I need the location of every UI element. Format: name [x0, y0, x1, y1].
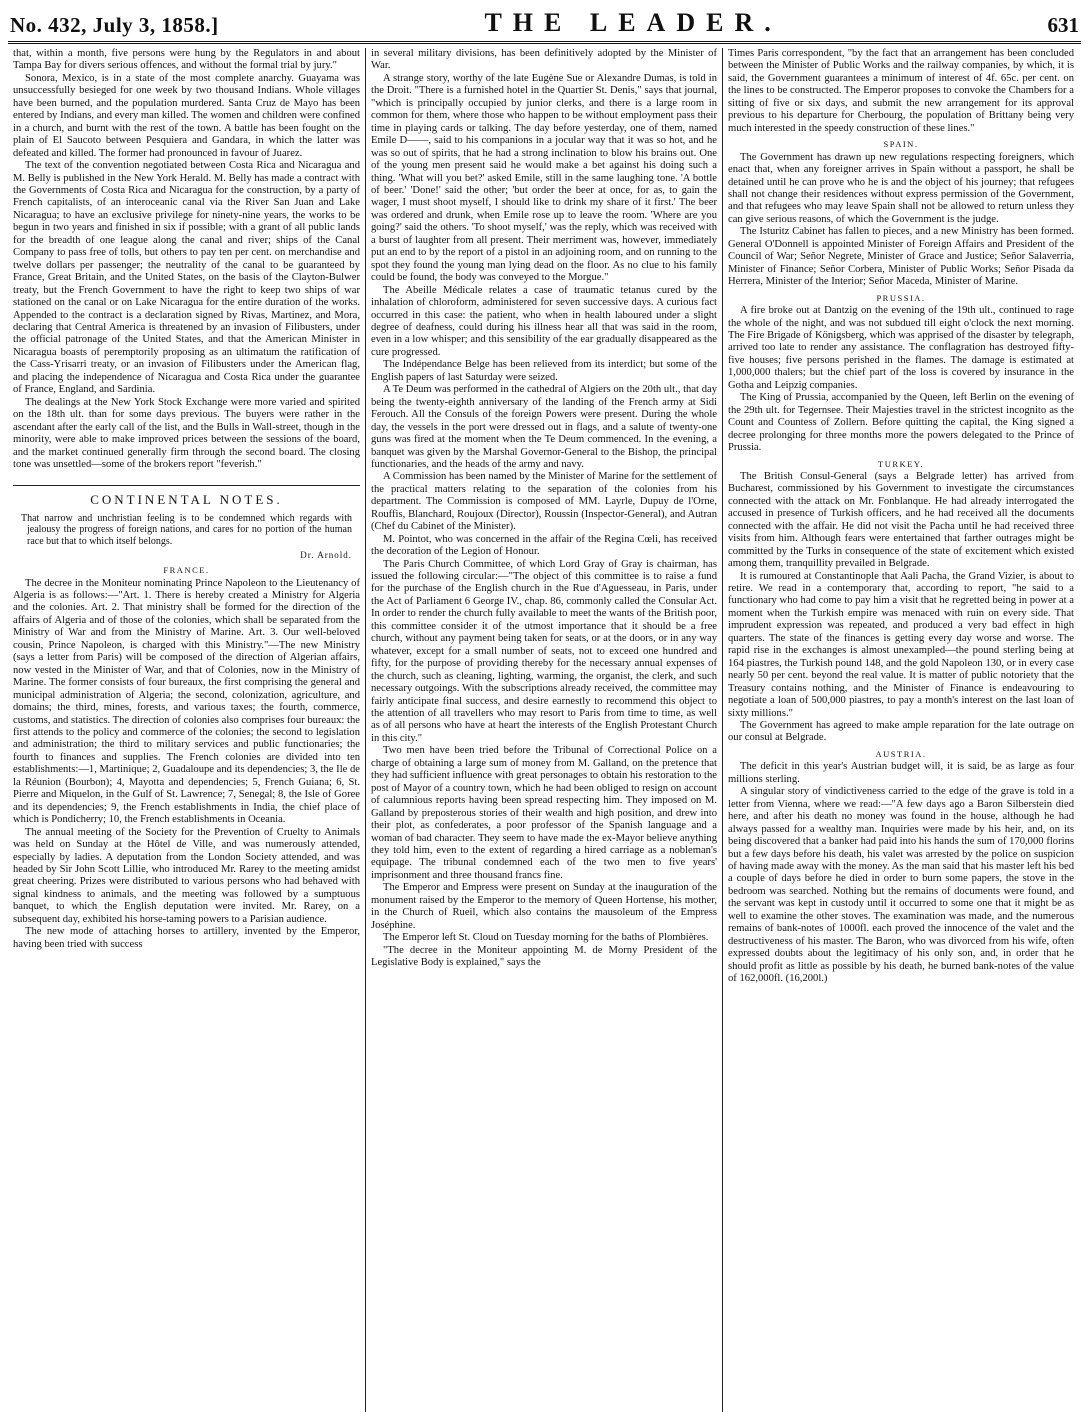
section-title: CONTINENTAL NOTES.: [13, 485, 360, 506]
subhead-turkey: TURKEY.: [878, 458, 924, 469]
column-2: [365, 48, 722, 1412]
article-paragraph: A singular story of vindictiveness carried to the edge of the grave is told in a letter from Vienna, where we read:—"A few days ago a Baron Silberstein died here, and after his death no money was found in the house, although he had always passed for a wealthy man. Inquiries were made by his heir, and, on its being discovered that a banker had paid into his hands the sum of 170,000 florins but a few days before his death, his valet was arrested by the police on suspicion of having made away with the money. As the man said that his master left his bed a couple of days before he died in order to burn some papers, the stove in the bedroom was searched. Nothing but the remains of documents were found, and the servant was kept in custody until it occurred to some one that it might be as well to examine the other stoves. The examination was made, and the numerous remains of bank-notes of 1000fl. each proved the innocence of the valet and the destructiveness of his master. The Baron, who was divorced from his wife, often expressed doubts about the legitimacy of his only son, and, in order that he should profit as little as possible by his death, he burned bank-notes of the value of 162,000fl. (16,200l.): [728, 786, 1074, 985]
article-paragraph: It is rumoured at Constantinople that Aali Pacha, the Grand Vizier, is about to retire. We read in a contemporary that, according to report, "he said to a functionary who had come to pay him a visit that he regretted being in power at a moment when the Turkish empire was menaced with ruin on every side. That imprudent expression was repeated, and produced a very bad effect in high quarters. The state of the finances is getting every day worse and worse. The rapid rise in the exchanges is almost unexampled—the pound sterling being at 164 piastres, the Turkish pound 148, and the gold Napoleon 130, or in every case nearly 50 per cent. beyond the real value. It is matter of public notoriety that the Treasury contains nothing, and the Minister of Finance is endeavouring to negotiate a loan of 500,000 piastres, to pay a month's interest on the last loan of sixty millions.": [728, 570, 1074, 719]
article-paragraph: The text of the convention negotiated between Costa Rica and Nicaragua and M. Belly is published in the New York Herald. M. Belly has made a contract with the Governments of Costa Rica and Nicaragua for the construction, by a party of French capitalists, of an interoceanic canal via the River San Juan and Lake Nicaragua; to have an exclusive privilege for ninety-nine years, the works to be begun in two years and finished in six if possible; with a grant of all public lands for the breadth of one league along the canal and river; ships of the Canal Company to pass free of tolls, but others to pay ten per cent. on merchandise and twelve dollars per passenger; the neutrality of the canal to be guaranteed by France, Great Britain, and the United States, on the basis of the Clayton-Bulwer treaty, but the French Government to have the right to keep two ships of war stationed on the canal or on Lake Nicaragua for the entire duration of the works. Appended to the contract is a declaration signed by Rivas, Martinez, and Mora, declaring that Central America is threatened by an invasion of Filibusters, under the official patronage of the United States, and that the American Minister in Nicaragua boasts of peremptorily proposing as an ultimatum the ratification of the Cass-Yrisarri treaty, or an invasion of Filibusters under the American flag, and placing the independence of Nicaragua and Costa Rica under the guarantee of France, England, and Sardinia.: [13, 160, 360, 396]
column-3: [722, 48, 1079, 1412]
article-paragraph: M. Pointot, who was concerned in the affair of the Regina Cœli, has received the decoration of the Legion of Honour.: [371, 533, 717, 558]
column-1: [8, 48, 365, 1412]
article-paragraph: The new mode of attaching horses to artillery, invented by the Emperor, having been tried with success: [13, 926, 360, 950]
article-paragraph: Sonora, Mexico, is in a state of the most complete anarchy. Guayama was unsuccessfully besieged for one week by two thousand Indians. Whole villages have been burned, and the population murdered. Santa Cruz de Mayo has been entered by Indians, and every man killed. The women and children were confined in a church, and burnt with the rest of the town. A battle has been fought on the plain of El Saucoto between Pesquiera and Gandara, in which the latter was defeated and killed. The former had pronounced in favour of Juarez.: [13, 72, 360, 159]
columns: [8, 48, 1081, 1412]
article-paragraph: A Te Deum was performed in the cathedral of Algiers on the 20th ult., that day being the twenty-eighth anniversary of the landing of the French army at Sidi Ferouch. All the Consuls of the foreign Powers were present. During the whole day, the vessels in the port were dressed out in flags, and a salute of twenty-one guns was fired at the moment when the Te Deum commenced. In the evening, a banquet was given by the Marshal Governor-General to the Bishop, the principal functionaries, and the heads of the army and navy.: [371, 384, 717, 470]
masthead: [8, 8, 1081, 44]
article-paragraph: The Paris Church Committee, of which Lord Gray of Gray is chairman, has issued the following circular:—"The object of this committee is to raise a fund for the purchase of the English church in the Rue d'Aguesseau, in Paris, under the Act of Parliament 6 George IV., chap. 86, commonly called the Consular Act. In order to render the church fully available to meet the wants of the British poor, this committee consider it of the utmost importance that it should be a free church, without any payment being taken for seats, or at the doors, or in any way whatever, except for a small number of seats, not to exceed one hundred and fifty, for the purpose of providing thereby for the necessary annual expenses of the church, such as cleaning, lighting, warming, the organist, the clerk, and such necessary outgoings. With the subscriptions already received, the committee may fairly anticipate final success, and desire earnestly to recommend this object to the attention of all travellers who may resort to Paris from time to time, as well as of all persons who have at heart the interests of the English Protestant Church in this city.": [371, 558, 717, 744]
subhead-spain: SPAIN.: [883, 139, 919, 150]
article-paragraph: A strange story, worthy of the late Eugène Sue or Alexandre Dumas, is told in the Droit. "There is a furnished hotel in the Quartier St. Denis," says that journal, "which is principally occupied by junior clerks, and there is a large room in common for them, where those who happen to be without employment pass their time in playing cards or talking. The day before yesterday, one of them, named Emile D——, said to his companions in a jocular way that it was so hot, and he was so out of spirits, that he had a strong inclination to blow his brains out. One of the young men present said he would make a bet against his doing such a thing. 'What will you bet?' asked Emile, still in the same laughing tone. 'A bottle of beer.' 'Done!' said the other; 'but order the beer at once, for as, to gain the wager, I must shoot myself, I should like to drink my share of it first.' The beer was ordered and drunk, when Emile rose up to leave the room. 'Where are you going?' said the others. 'To shoot myself,' was the reply, which was received with a burst of laughter from all present. Their merriment was, however, immediately put an end to by the report of a pistol in an adjoining room, and on running to the spot they found the young man lying dead on the floor. As no clue to his family could be found, the body was conveyed to the Morgue.": [371, 72, 717, 284]
subhead-prussia: PRUSSIA.: [876, 292, 926, 303]
article-paragraph: The Indépendance Belge has been relieved from its interdict; but some of the English papers of last Saturday were seized.: [371, 359, 717, 383]
article-paragraph: The deficit in this year's Austrian budget will, it is said, be as large as four millions sterling.: [728, 761, 1074, 785]
newspaper-title: THE LEADER.: [484, 8, 782, 37]
article-paragraph: that, within a month, five persons were hung by the Regulators in and about Tampa Bay for divers serious offences, and without the formal trial by jury.": [13, 48, 360, 72]
article-paragraph: The dealings at the New York Stock Exchange were more varied and spirited on the 18th ult. than for some days previous. The buyers were rather in the ascendant after the early call of the list, and the Bulls in Wall-street, though in the minority, were able to make improved prices between the sessions of the board, and the market continued generally firm through the second board. The closing tone was unsettled—some of the brokers report "feverish.": [13, 396, 360, 470]
article-paragraph: Times Paris correspondent, "by the fact that an arrangement has been concluded between the Minister of Public Works and the railway companies, by which, it is said, the Government guarantees a minimum of interest of 4f. 65c. per cent. on the lines to be constructed. The Emperor proposes to convoke the Chambers for a sitting of five or six days, and submit the new arrangement for its approval previous to his departure for Cherbourg, the population of Brittany being very much interested in the speedy construction of these lines.": [728, 48, 1074, 134]
article-paragraph: The Abeille Médicale relates a case of traumatic tetanus cured by the inhalation of chloroform, administered for seven successive days. A curious fact occurred in this case: the patient, who when in health laboured under a slight degree of deafness, could during his illness hear all that was said in the room, even in a low whisper; and this sensibility of the ear gradually disappeared as the cure progressed.: [371, 284, 717, 358]
article-paragraph: The British Consul-General (says a Belgrade letter) has arrived from Bucharest, commissioned by his Government to investigate the circumstances connected with the attack on Mr. Fonblanque. He had already interrogated the accused in presence of Turkish officers, and he had received all the documents connected with the affair. He did not visit the Pacha until he had received three visits from him. Although fears were entertained that farther outrages might be committed by the Turks in consequence of the state of excitement which existed among them, tranquillity prevailed in Belgrade.: [728, 470, 1074, 570]
article-paragraph: The annual meeting of the Society for the Prevention of Cruelty to Animals was held on Sunday at the Hôtel de Ville, and was numerously attended, especially by ladies. A deputation from the London Society attended, and was headed by Sir John Scott Lillie, who introduced Mr. Rarey to the meeting amidst great cheering. Prizes were distributed to various persons who had behaved with signal kindness to animals, and the meeting was followed by a sumptuous banquet, to which the English deputation were invited. Mr. Rarey, on a subsequent day, exhibited his horse-taming powers to a Parisian audience.: [13, 826, 360, 925]
article-paragraph: A fire broke out at Dantzig on the evening of the 19th ult., continued to rage the whole of the night, and was not subdued till eight o'clock the next morning. The Fire Brigade of Königsberg, which was apprised of the disaster by telegraph, arrived too late to render any assistance. The conflagration has destroyed fifty-five houses; five persons perished in the flames. The damage is estimated at 1,000,000 thalers; but the chief part of the loss is covered by insurance in the Gotha and Leipzig companies.: [728, 305, 1074, 391]
article-paragraph: The decree in the Moniteur nominating Prince Napoleon to the Lieutenancy of Algeria is as follows:—"Art. 1. There is hereby created a Ministry for Algeria and the colonies. Art. 2. That ministry shall be formed for the direction of the affairs of Algeria and of those of the colonies, which shall be separated from the Ministry of War and from the Ministry of Marine. Art. 3. Our well-beloved cousin, Prince Napoleon, is charged with this Ministry."—The new Ministry (says a letter from Paris) will be composed of the direction of Algerian affairs, now vested in the Minister of War, and that of Colonies, now in the Ministry of Marine. The former consists of four bureaux, the first comprising the general and municipal administration of Algeria; the second, colonization, agriculture, and domains; the third, mines, forests, and various taxes; the fourth, commerce, customs, and statistics. The direction of colonies also comprises four bureaux: the first attends to the policy and commerce of the colonies; the second to legislation and administration; the third to military services and public functionaries; the fourth to finances and supplies. The French colonies are divided into ten establishments:—1, Martinique; 2, Guadaloupe and its dependencies; 3, the Ile de la Réunion (Bourbon); 4, Mayotta and dependencies; 5, French Guiana; 6, St. Pierre and Miquelon, in the Gulf of St. Lawrence; 7, Senegal; 8, the Isle of Goree and its dependencies; 9, the French establishments in India, the chief place of which is Pondicherry; 10, the French establishments in Oceania.: [13, 577, 360, 826]
article-paragraph: in several military divisions, has been definitively adopted by the Minister of War.: [371, 48, 717, 72]
article-paragraph: "The decree in the Moniteur appointing M. de Morny President of the Legislative Body is explained," says the: [371, 944, 717, 969]
page-number: 631: [1047, 13, 1079, 37]
article-paragraph: The Government has agreed to make ample reparation for the late outrage on our consul at Belgrade.: [728, 720, 1074, 744]
article-paragraph: The King of Prussia, accompanied by the Queen, left Berlin on the evening of the 29th ult. for Tegernsee. Their Majesties travel in the strictest incognito as the Count and Countess of Zollern. Before quitting the capital, the King signed a decree prolonging for three months more the powers delegated to the Prince of Prussia.: [728, 392, 1074, 454]
article-paragraph: A Commission has been named by the Minister of Marine for the settlement of the practical matters relating to the separation of the colonies from his department. The Commission is composed of MM. Layrle, Dupuy de l'Orne, Rouffis, Blanchard, Roujoux (Director), Roussin (Inspector-General), and Autran (Chef du Cabinet of the Minister).: [371, 471, 717, 533]
subhead-austria: AUSTRIA.: [875, 748, 927, 759]
issue-date: No. 432, July 3, 1858.]: [10, 13, 219, 37]
article-paragraph: The Emperor left St. Cloud on Tuesday morning for the baths of Plombières.: [383, 932, 709, 944]
epigraph: That narrow and unchristian feeling is to be condemned which regards with jealousy the progress of foreign nations, and cares for no portion of the human race but that to which itself belongs.: [21, 512, 352, 548]
article-paragraph: The Government has drawn up new regulations respecting foreigners, which enact that, when any foreigner arrives in Spain without a passport, he shall be detained until he can prove who he is and the object of his journey; that refugees shall not change their residences without express permission of the Government, and that refugees who may leave Spain shall not be allowed to return unless they can give serious reasons, of which the Government is the judge.: [728, 151, 1074, 225]
subhead-france: FRANCE.: [163, 565, 210, 576]
article-paragraph: The Isturitz Cabinet has fallen to pieces, and a new Ministry has been formed. General O'Donnell is appointed Minister of Foreign Affairs and President of the Council of War; Señor Negrete, Minister of Grace and Justice; Señor Salaverria, Minister of Finance; Señor Corbera, Minister of Public Works; Señor Pisada da Herrera, Minister of the Interior; Señor Maceda, Minister of Marine.: [728, 226, 1074, 288]
article-paragraph: Two men have been tried before the Tribunal of Correctional Police on a charge of obtaining a large sum of money from M. Galland, on the pretence that they had sufficient influence with great personages to obtain his restoration to the post of Mayor of a country town, which he had been obliged to resign on account of calumnious reports having been spread respecting him. They imposed on M. Galland by preposterous stories of their wealth and high position, and drew into their plot, as confederates, a poor professor of the Spanish language and a woman of bad character. They seem to have made the ex-Mayor believe anything they told him, even to the extent of regarding a hired carriage as a nobleman's equipage. The tribunal condemned each of the two men to five years' imprisonment and three thousand francs fine.: [371, 745, 717, 881]
epigraph-author: Dr. Arnold.: [300, 549, 352, 560]
article-paragraph: The Emperor and Empress were present on Sunday at the inauguration of the monument raised by the Emperor to the memory of Queen Hortense, his mother, in the Church of Rueil, which also contains the mausoleum of the Empress Joséphine.: [371, 882, 717, 931]
